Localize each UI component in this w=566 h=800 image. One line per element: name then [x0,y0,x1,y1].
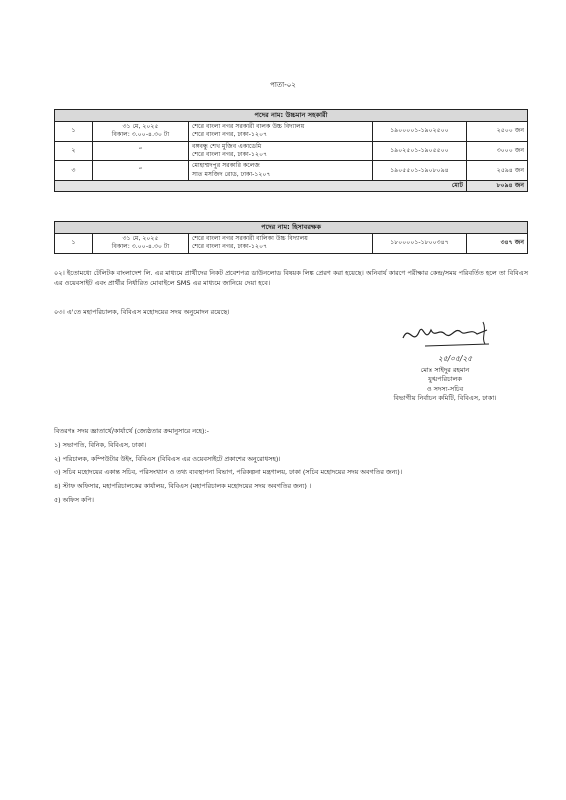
table-row: ১ ৩১ মে, ২০২৫ বিকাল: ৩.০০-৪.৩০ টা শেরে বাংলা নগর সরকারী বালিকা উচ্চ বিদ্যালয় শেরে বাংলা নগর, ঢাকা-১২০৭ ১৮০০০০১-১৮০০৩৪৭ ৩৪৭ জন [55,233,528,253]
signatory-role: ও সদস্য-সচিব [426,384,464,393]
table-row: ৩ ” মোহাম্মদপুর সরকারি কলেজ সাত মসজিদ রোড, ঢাকা-১২০৭ ১৯০৫৫০১-১৯০৮০৯৪ ২৫৯৪ জন [55,161,528,181]
list-item: ৪) স্টাফ অফিসার, মহাপরিচালকের কার্যালয়, বিবিএস (মহাপরিচালক মহোদয়ের সদয় অবগতির জন্য) । [54,482,312,491]
paragraph-admit-card: ০২। ইতোমধ্যে টেলিটক বাংলাদেশ লি. এর মাধ্যমে প্রার্থীদের নিকট প্রবেশপত্র ডাউনলোড বিষয়ক লিঙ্ক প্রেরণ করা হয়েছে। অনিবার্য কারণে পরীক্ষার কেন্দ্র/সময় পরিবর্তিত হলে তা বিবিএস এর ওয়েবসাইট এবং প্রার্থীর নির্ধারিত মোবাইলে SMS এর মাধ্যমে জানিয়ে দেয়া হবে। [54,269,528,288]
paragraph-approval: ০৩। এ'তে মহাপরিচালক, বিবিএস মহোদয়ের সদয় অনুমোদন রয়েছে। [54,308,230,316]
distribution-list [54,427,534,510]
post-name-header: পদের নাম: হিসাবরক্ষক [55,222,528,234]
list-item: ৫) অফিস কপি। [54,495,94,504]
table-row: ২ ” বঙ্গবন্ধু শেখ মুজিব একাডেমি শেরে বাংলা নগর, ঢাকা-১২০৭ ১৯০২৫০১-১৯০৫৫০০ ৩০০০ জন [55,141,528,161]
exam-venue-table-accountant [54,221,528,254]
page-number: পাতা-০২ [270,81,296,89]
signature-date: ২৫/০৫/২৫ [437,354,473,363]
post-name-header: পদের নাম: উচ্চমান সহকারী [55,110,528,122]
list-item: ৩) সচিব মহোদয়ের একান্ত সচিব, পরিসংখ্যান ও তথ্য ব্যবস্থাপনা বিভাগ, পরিকল্পনা মন্ত্রণালয়, ঢাকা (সচিব মহোদয়ের সদয় অবগতির জন্য)। [54,468,403,477]
signature-block [370,366,520,404]
exam-venue-table-senior-assistant [54,109,528,192]
total-row: মোট ৮০৯৪ জন [55,181,528,192]
table-row: ১ ৩১ মে, ২০২৫ বিকাল: ৩.০০-৪.৩০ টা শেরে বাংলা নগর সরকারী বালক উচ্চ বিদ্যালয় শেরে বাংলা নগর, ঢাকা-১২০৭ ১৯০০০০১-১৯০২৫০০ ২৫০০ জন [55,121,528,141]
signatory-committee: বিভাগীয় নির্বাচন কমিটি, বিবিএস, ঢাকা। [393,394,497,403]
signatory-designation: যুগ্মপরিচালক [428,375,462,384]
list-item: ১) সভাপতি, বিনিক, বিবিএস, ঢাকা। [54,440,147,449]
list-item: ২) পরিচালক, কম্পিউটার উইং, বিবিএস (বিবিএস এর ওয়েবসাইটে প্রকাশের অনুরোধসহ)। [54,454,281,463]
distribution-heading: বিতরণঃ সদয় জ্ঞাতার্থে/কার্যার্থে (জ্যেষ্ঠতার ক্রমানুসারে নহে):- [54,427,209,435]
signatory-name: মোঃ সাইদুর রহমান [420,366,470,374]
